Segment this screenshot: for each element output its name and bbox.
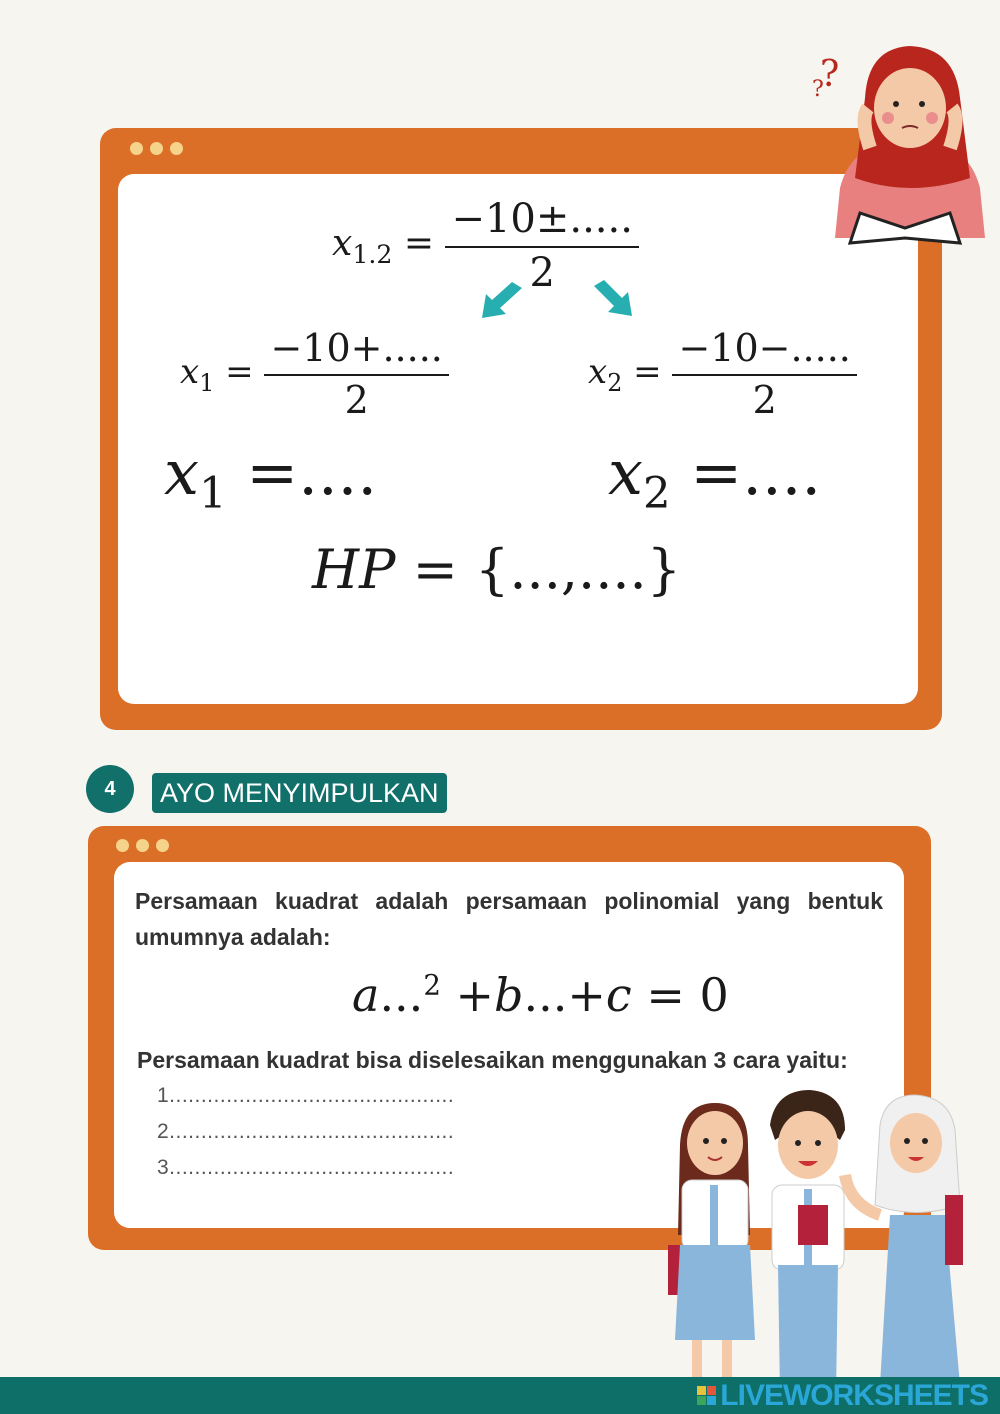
numerator-x2[interactable]: −10−..... bbox=[672, 326, 856, 376]
solution-set[interactable]: HP = {...,....} bbox=[312, 538, 682, 601]
liveworksheets-logo[interactable]: LIVEWORKSHEETS bbox=[697, 1377, 988, 1414]
window-dots bbox=[130, 142, 183, 155]
section-title: AYO MENYIMPULKAN bbox=[152, 773, 447, 813]
formula-x2: $x_2$ = $\frac{-10-.....}{2}$ bbox=[588, 326, 857, 422]
thinking-girl-illustration bbox=[810, 38, 1000, 248]
logo-mark-icon bbox=[697, 1386, 716, 1405]
svg-text:?: ? bbox=[820, 54, 840, 95]
fraction-x12: $\frac{-10\pm.....}{2}$ bbox=[445, 196, 639, 296]
methods-paragraph: Persamaan kuadrat bisa diselesaikan menggunakan 3 cara yaitu: bbox=[137, 1047, 848, 1073]
step-number-badge: 4 bbox=[86, 765, 134, 813]
method-answer-3[interactable]: 3............................................. bbox=[157, 1156, 455, 1179]
svg-text:?: ? bbox=[812, 77, 824, 102]
result-x2[interactable]: $x_2$ =.... bbox=[608, 436, 822, 519]
method-answer-2[interactable]: 2............................................. bbox=[157, 1120, 455, 1143]
formula-x1: $x_1$ = $\frac{-10+.....}{2}$ bbox=[180, 326, 449, 422]
numerator-x12[interactable]: −10±..... bbox=[445, 196, 639, 248]
result-x1[interactable]: $x_1$ =.... bbox=[164, 436, 378, 519]
arrow-left-icon bbox=[478, 282, 528, 322]
students-illustration bbox=[660, 1085, 980, 1414]
general-form-equation[interactable]: a...$^2$ +b...+c = 0 bbox=[352, 968, 729, 1022]
numerator-x1[interactable]: −10+..... bbox=[264, 326, 448, 376]
method-answer-1[interactable]: 1............................................. bbox=[157, 1084, 455, 1107]
quadratic-formula-x12: $x_{1.2}$ = $\frac{-10\pm.....}{2}$ bbox=[332, 196, 639, 296]
window-dots bbox=[116, 839, 169, 852]
arrow-right-icon bbox=[592, 280, 638, 320]
definition-paragraph: Persamaan kuadrat adalah persamaan polinomial yang bentuk umumnya adalah: bbox=[135, 888, 883, 950]
